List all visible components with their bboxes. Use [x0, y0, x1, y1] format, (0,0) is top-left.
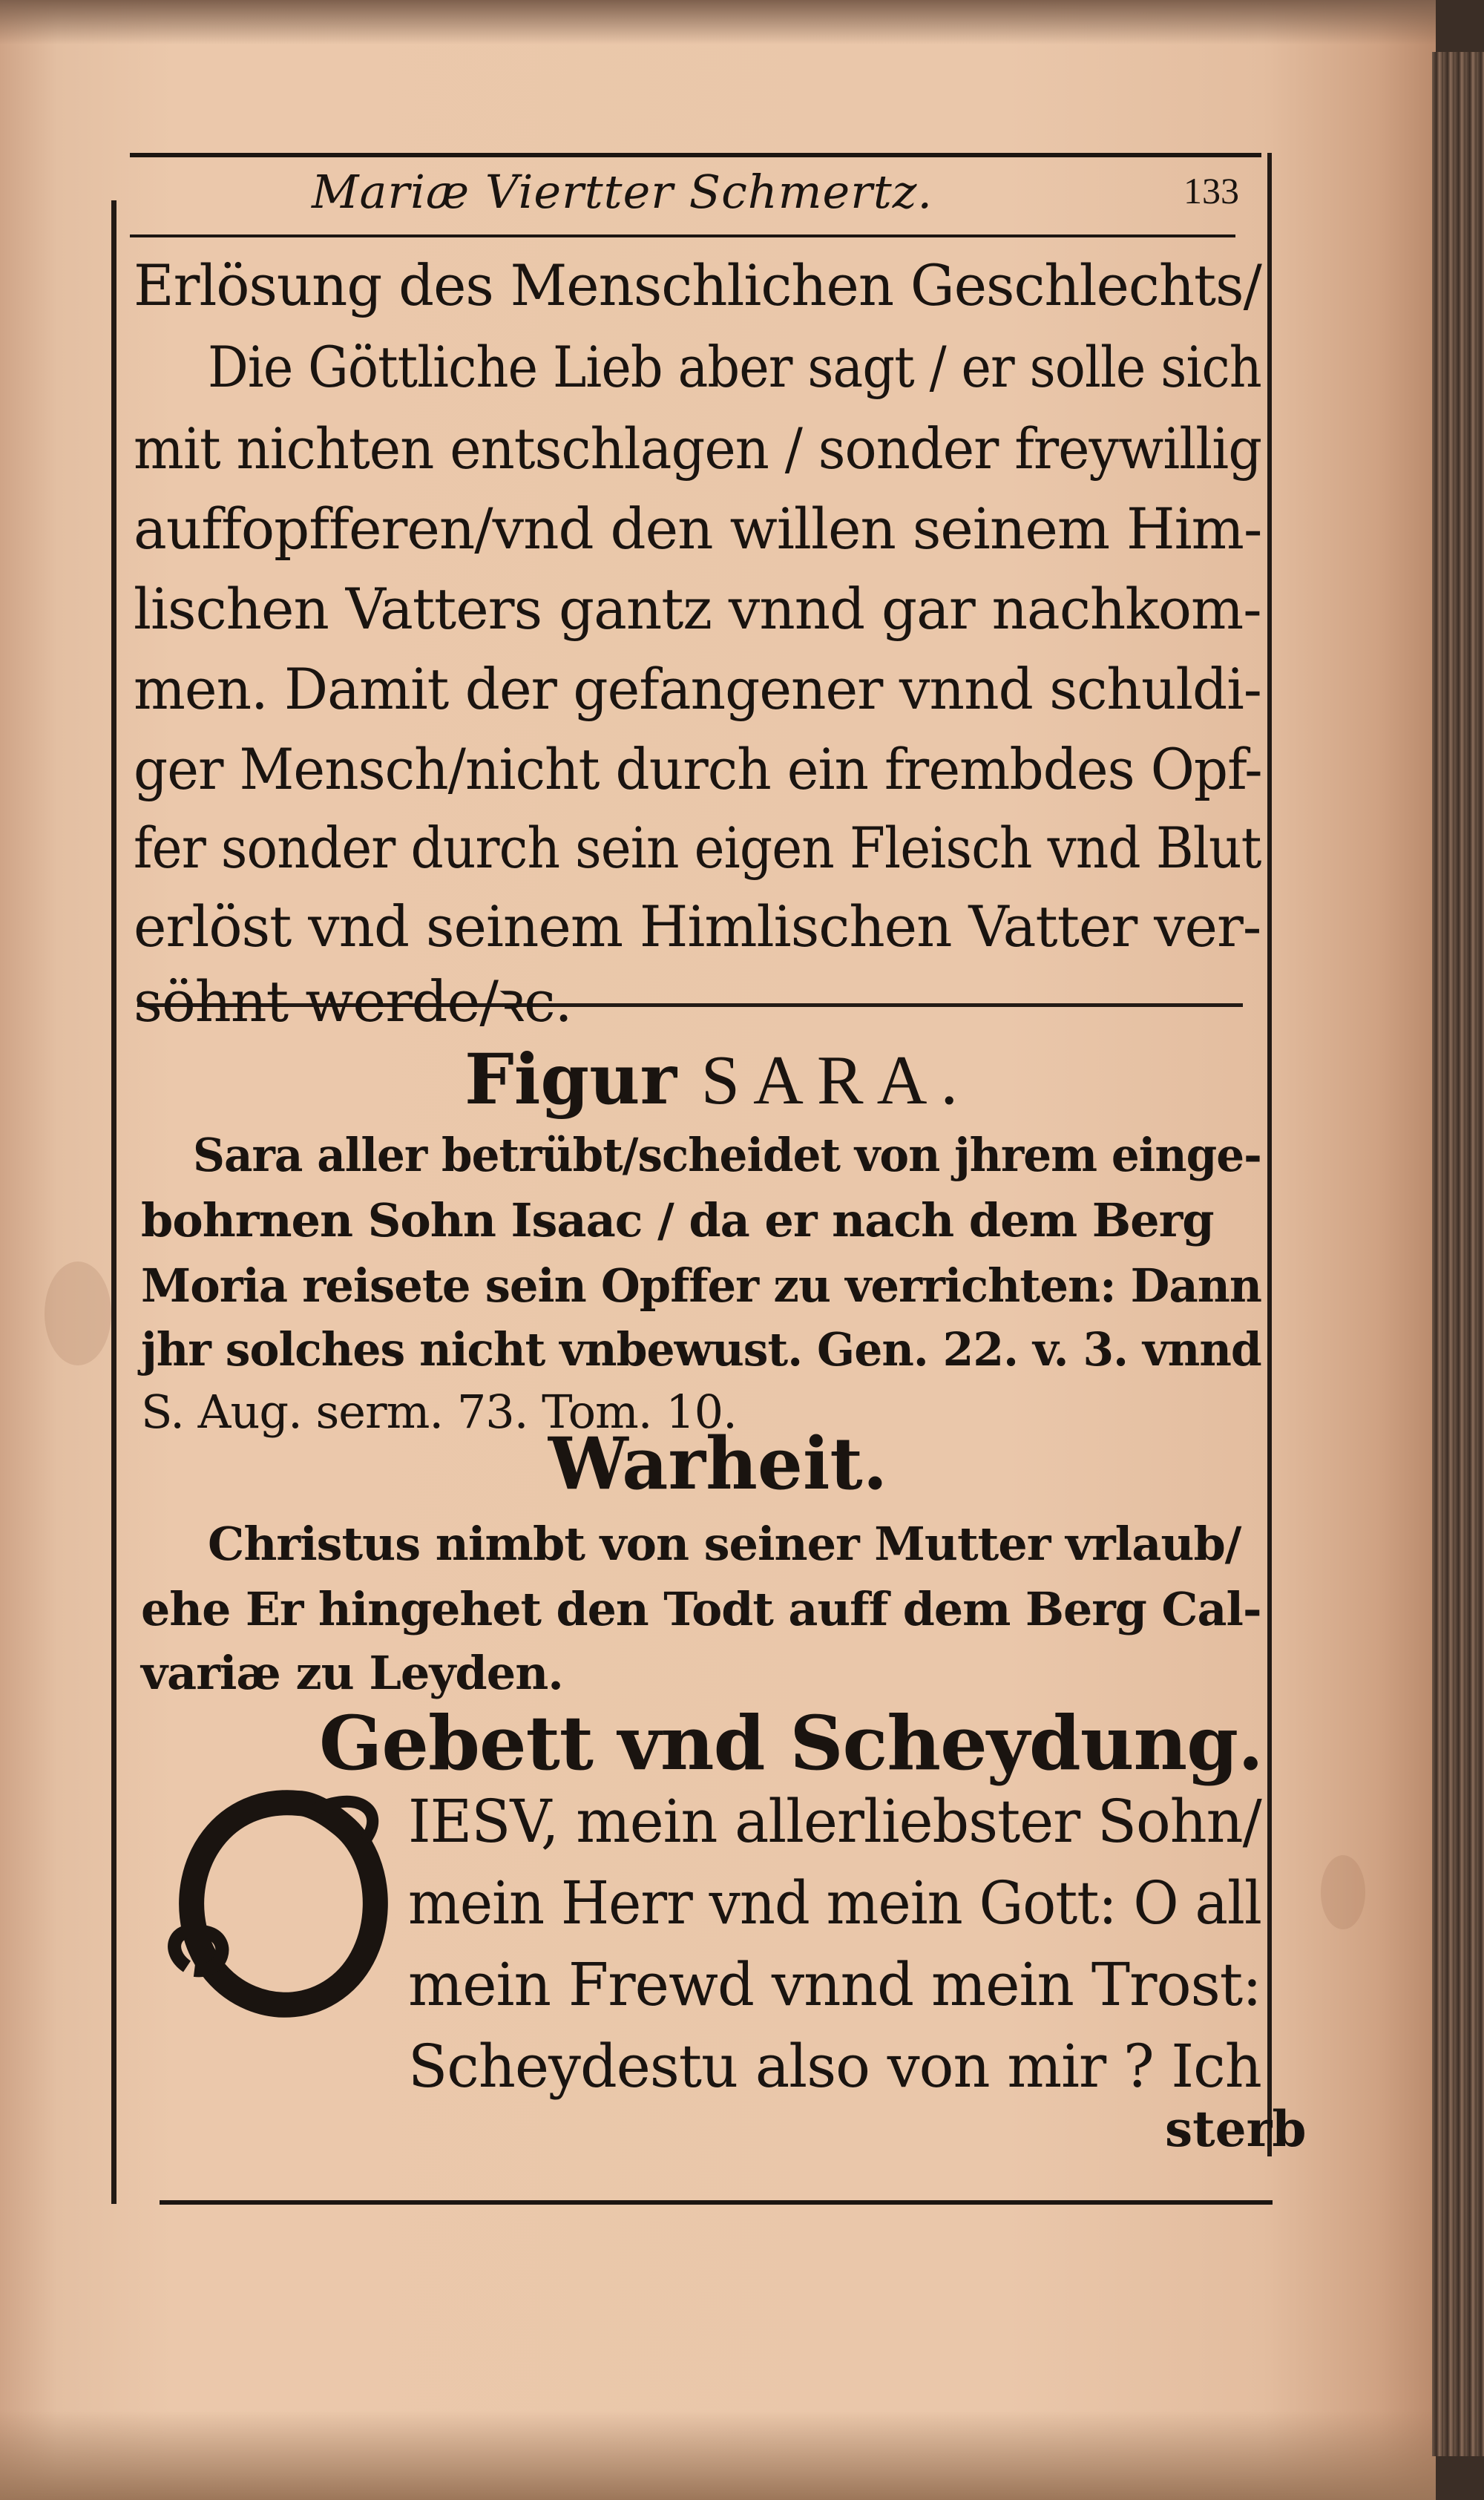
text-line: fer sonder durch sein eigen Fleisch vnd Blut — [134, 815, 1261, 881]
prayer-heading: Gebett vnd Scheydung. — [319, 1699, 1263, 1787]
figure-label: Figur — [464, 1039, 677, 1121]
page-edges — [1432, 52, 1484, 2456]
page-bottom-shadow — [0, 2411, 1436, 2500]
initial-flourish-icon — [165, 1781, 402, 2048]
text-line: Sara aller betrübt/scheidet von jhrem einge- — [193, 1128, 1261, 1182]
page-number: 133 — [1183, 170, 1239, 211]
running-head: Mariæ Viertter Schmertz. — [312, 165, 933, 219]
text-line: Moria reisete sein Opffer zu verrichten: Dann — [141, 1259, 1262, 1313]
text-line: men. Damit der gefangener vnnd schuldi- — [134, 656, 1261, 722]
text-line: bohrnen Sohn Isaac / da er nach dem Berg — [141, 1193, 1214, 1247]
text-line: mein Frewd vnnd mein Trost: — [408, 1950, 1261, 2019]
page-top-shadow — [0, 0, 1436, 45]
catchword: sterb — [1165, 2100, 1307, 2158]
paper-stain — [45, 1262, 111, 1365]
text-line: mein Herr vnd mein Gott: O all — [408, 1869, 1261, 1938]
frame-bottom-rule — [160, 2200, 1273, 2205]
text-line: Erlösung des Menschlichen Geschlechts/ — [134, 252, 1261, 318]
decorated-initial — [165, 1781, 402, 2048]
text-line: mit nichten entschlagen / sonder freywillig — [134, 416, 1262, 482]
paper-stain — [1321, 1855, 1365, 1929]
text-line: IESV, mein allerliebster Sohn/ — [408, 1787, 1261, 1856]
figure-heading — [0, 1039, 1436, 1121]
header-rule — [130, 234, 1235, 237]
text-line: lischen Vatters gantz vnnd gar nachkom- — [134, 576, 1261, 642]
figure-name: SARA. — [700, 1042, 972, 1119]
frame-left-rule — [111, 200, 116, 2204]
text-line: auffopfferen/vnd den willen seinem Him- — [134, 496, 1262, 562]
text-line: ehe Er hingehet den Todt auff dem Berg Cal- — [141, 1582, 1261, 1636]
text-line: erlöst vnd seinem Himlischen Vatter ver- — [134, 893, 1261, 959]
frame-right-rule — [1267, 153, 1272, 2156]
truth-heading: Warheit. — [548, 1422, 888, 1506]
text-line: Christus nimbt von seiner Mutter vrlaub/ — [208, 1517, 1241, 1571]
frame-top-rule — [130, 153, 1261, 157]
text-line: jhr solches nicht vnbewust. Gen. 22. v. 3. vnnd — [141, 1322, 1261, 1377]
text-line: söhnt werde/ꝛc. — [134, 968, 572, 1034]
text-line: S. Aug. serm. 73. Tom. 10. — [141, 1385, 737, 1439]
text-line: Die Göttliche Lieb aber sagt / er solle sich — [208, 334, 1261, 400]
text-line: variæ zu Leyden. — [141, 1646, 563, 1700]
text-line: Scheydestu also von mir ? Ich — [408, 2032, 1261, 2101]
text-line: ger Mensch/nicht durch ein frembdes Opf- — [134, 736, 1262, 802]
page-header — [312, 165, 1261, 229]
